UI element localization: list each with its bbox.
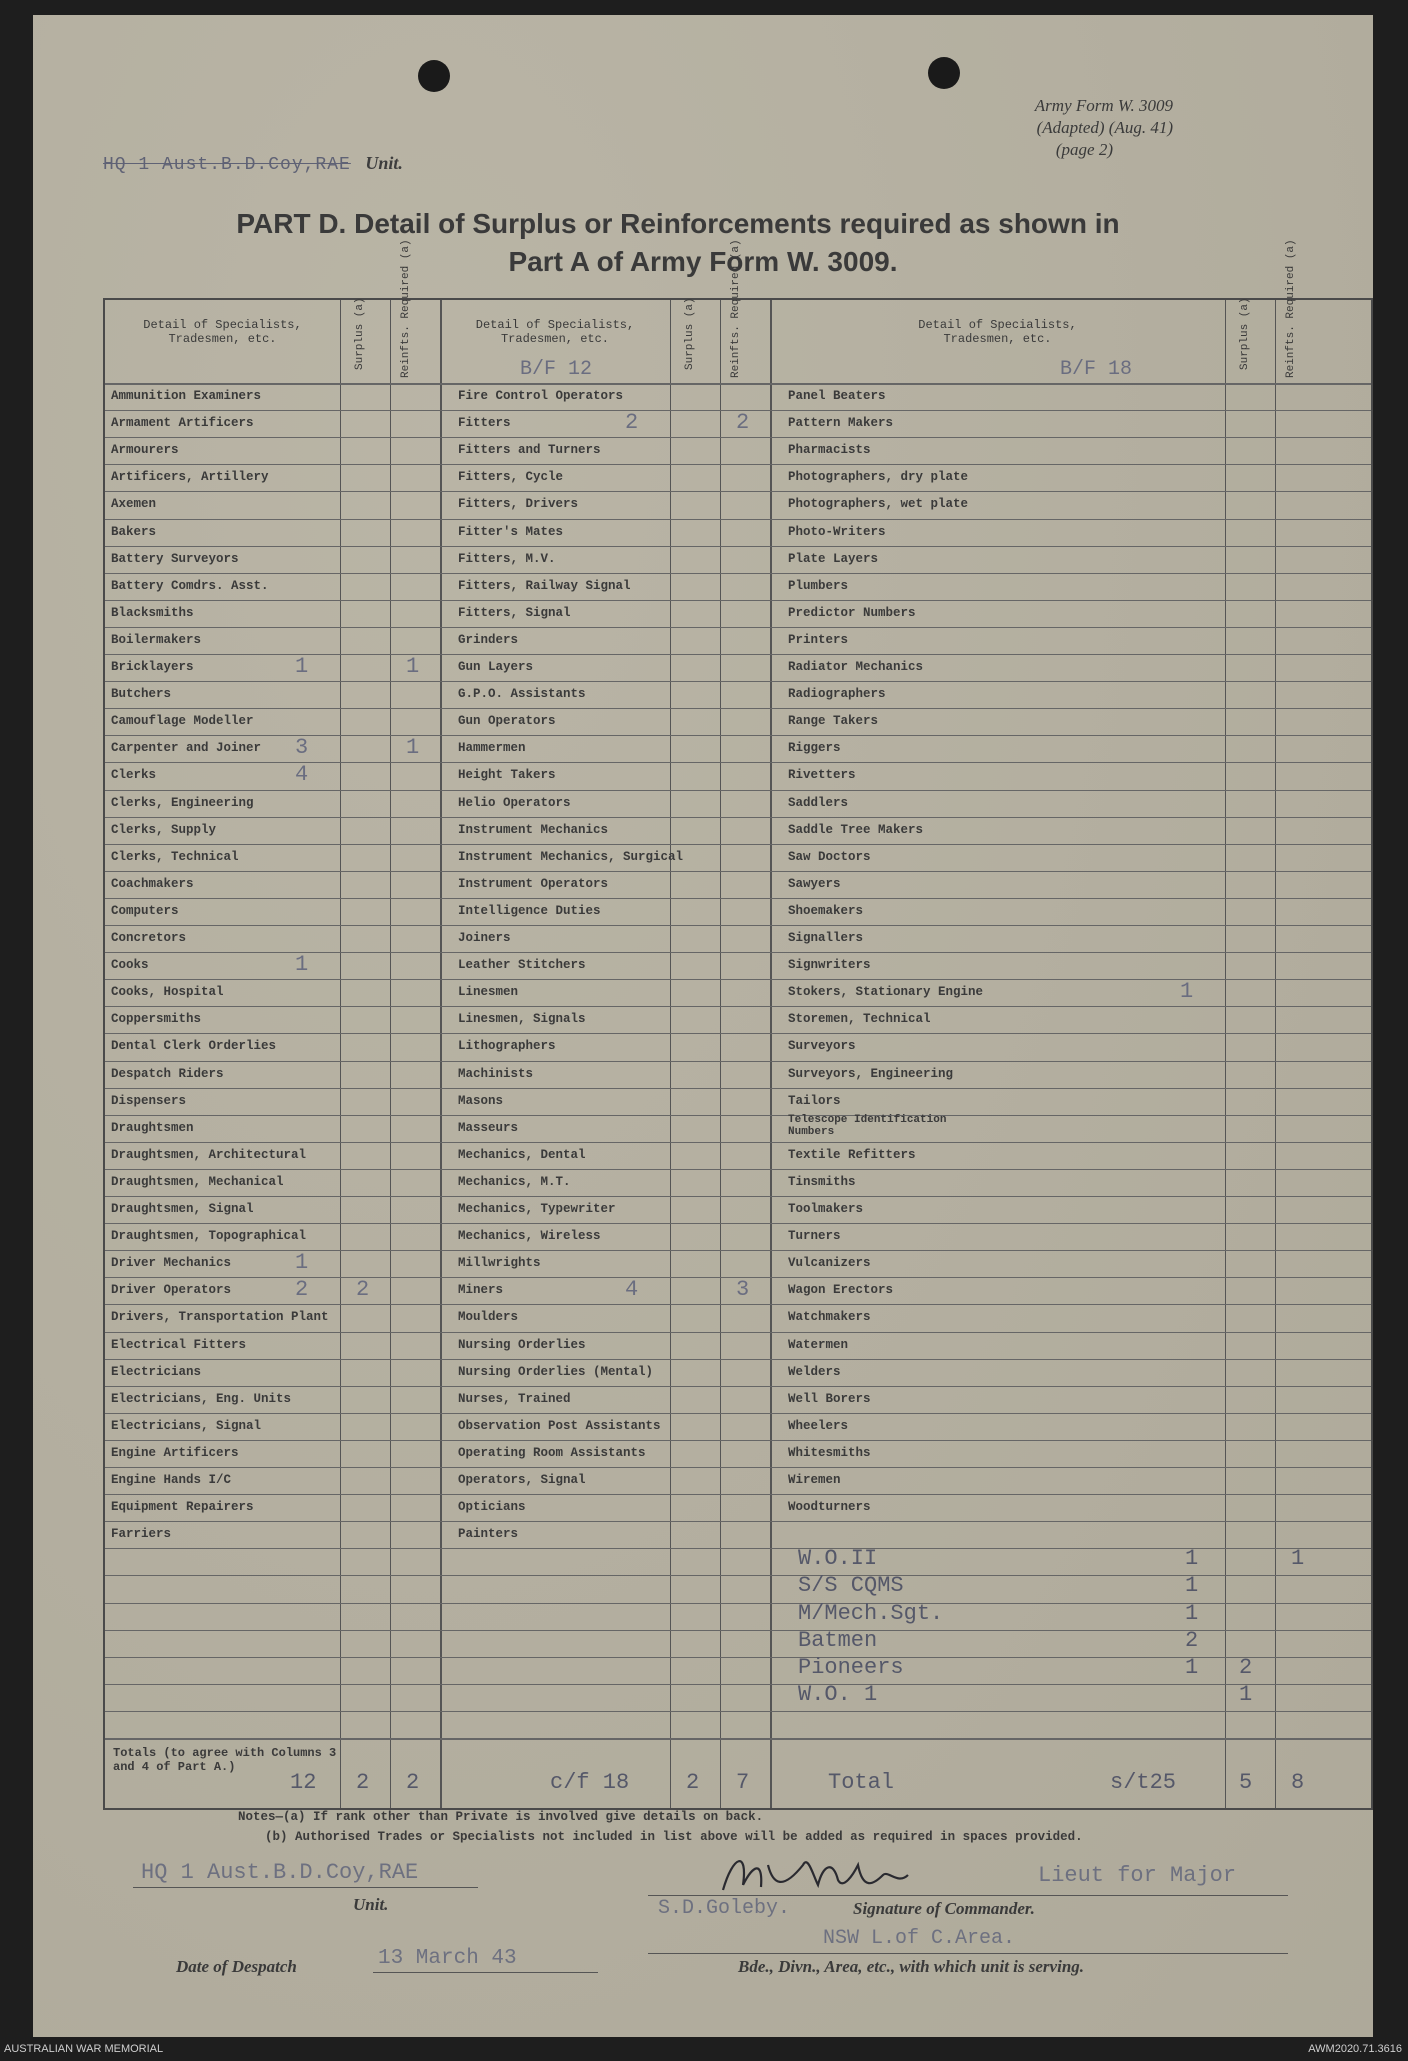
row-label: Engine Artificers <box>111 1445 239 1460</box>
row-label: Coppersmiths <box>111 1012 202 1027</box>
row-rule <box>105 1575 1371 1576</box>
row-label: Turners <box>788 1229 841 1244</box>
reinfts-column-header: Reinfts. Required (a) <box>400 239 412 378</box>
row-label: Plumbers <box>788 578 849 593</box>
surplus-column-header: Surplus (a) <box>1239 297 1251 370</box>
row-label: Observation Post Assistants <box>458 1418 661 1433</box>
row-label: Draughtsmen <box>111 1120 194 1135</box>
row-rule <box>105 1657 1371 1658</box>
row-label: Surveyors, Engineering <box>788 1066 954 1081</box>
row-label: Driver Mechanics <box>111 1256 232 1271</box>
form-paper <box>33 15 1373 2037</box>
row-label: Moulders <box>458 1310 519 1325</box>
row-rule <box>105 1440 1371 1441</box>
extra-row-label: M/Mech.Sgt. <box>798 1600 944 1626</box>
entry-value: 2 <box>625 410 639 436</box>
row-label: Shoemakers <box>788 903 864 918</box>
entry-value: 2 <box>356 1277 370 1303</box>
row-label: Joiners <box>458 931 511 945</box>
commander-name-typed: S.D.Goleby. <box>658 1897 791 1920</box>
surplus-column-header: Surplus (a) <box>354 297 366 370</box>
row-label: Fitter's Mates <box>458 524 564 539</box>
row-label: Watermen <box>788 1337 849 1352</box>
totals-rule <box>105 1738 1371 1740</box>
row-label: Ammunition Examiners <box>111 389 262 403</box>
detail-column-header: Detail of Specialists, Tradesmen, etc. <box>475 318 635 346</box>
row-label: Saw Doctors <box>788 849 871 864</box>
row-label: Radiographers <box>788 687 886 702</box>
entry-value: 1 <box>295 1250 309 1276</box>
row-label: Instrument Operators <box>458 876 609 891</box>
row-label: Wheelers <box>788 1418 849 1433</box>
row-rule <box>105 681 1371 682</box>
row-label: Operators, Signal <box>458 1473 586 1487</box>
row-label: Fitters, Cycle <box>458 470 564 485</box>
row-rule <box>105 573 1371 574</box>
column-group-rule <box>440 300 442 1808</box>
extra-row-qty: 2 <box>1185 1627 1199 1653</box>
row-label: Sawyers <box>788 876 841 891</box>
row-label: Clerks, Technical <box>111 849 239 864</box>
row-label: Height Takers <box>458 768 556 783</box>
row-label: Mechanics, Typewriter <box>458 1202 616 1216</box>
row-label: Grinders <box>458 632 519 647</box>
row-rule <box>105 1413 1371 1414</box>
row-label: Vulcanizers <box>788 1256 871 1271</box>
extra-row-reinf: 1 <box>1291 1546 1305 1572</box>
extra-row-label: W.O.II <box>798 1546 878 1572</box>
row-rule <box>105 898 1371 899</box>
totals-value: c/f 18 <box>550 1770 630 1795</box>
extra-row-label: Batmen <box>798 1627 878 1653</box>
row-label: Dental Clerk Orderlies <box>111 1039 277 1054</box>
unit-underline <box>133 1887 478 1888</box>
row-label: Opticians <box>458 1500 526 1515</box>
row-label: Blacksmiths <box>111 605 194 620</box>
column-rule <box>720 300 721 1808</box>
row-label: Fitters, Signal <box>458 605 571 620</box>
row-rule <box>105 1088 1371 1089</box>
row-rule <box>105 1142 1371 1143</box>
row-label: Rivetters <box>788 768 856 783</box>
footer-unit-label: Unit. <box>353 1895 389 1914</box>
entry-value: 1 <box>406 735 420 761</box>
row-label: Well Borers <box>788 1391 871 1406</box>
row-rule <box>105 519 1371 520</box>
row-label: Plate Layers <box>788 551 879 566</box>
totals-value: Total <box>828 1770 895 1795</box>
row-label: Hammermen <box>458 741 526 756</box>
row-label: Range Takers <box>788 714 879 729</box>
row-label: Electricians, Eng. Units <box>111 1391 292 1406</box>
form-ref-line: Army Form W. 3009 <box>1034 96 1173 115</box>
row-label: Drivers, Transportation Plant <box>111 1310 329 1325</box>
row-rule <box>105 790 1371 791</box>
row-label: Operating Room Assistants <box>458 1445 646 1460</box>
entry-value: 2 <box>736 410 750 436</box>
row-rule <box>105 1386 1371 1387</box>
punch-hole <box>418 60 450 92</box>
row-rule <box>105 546 1371 547</box>
row-rule <box>105 844 1371 845</box>
row-label: G.P.O. Assistants <box>458 687 586 702</box>
date-underline <box>373 1972 598 1973</box>
row-rule <box>105 1467 1371 1468</box>
extra-row-label: W.O. 1 <box>798 1681 878 1707</box>
row-label: Saddle Tree Makers <box>788 822 924 837</box>
column-rule <box>670 300 671 1808</box>
row-label: Clerks, Engineering <box>111 795 254 810</box>
entry-value: 1 <box>295 952 309 978</box>
row-label: Nursing Orderlies (Mental) <box>458 1364 654 1379</box>
row-rule <box>105 1494 1371 1495</box>
row-label: Surveyors <box>788 1039 856 1054</box>
row-label: Telescope Identification Numbers <box>788 1113 947 1138</box>
row-label: Axemen <box>111 497 157 512</box>
form-ref-line: (page 2) <box>1055 140 1113 159</box>
row-label: Photo-Writers <box>788 524 886 539</box>
extra-row-qty: 1 <box>1185 1573 1199 1599</box>
unit-line-top <box>103 153 403 175</box>
title-line-1: PART D. Detail of Surplus or Reinforcements required as shown in <box>236 208 1120 239</box>
row-label: Clerks, Supply <box>111 822 217 837</box>
row-label: Computers <box>111 903 179 918</box>
row-label: Welders <box>788 1364 841 1379</box>
row-label: Bricklayers <box>111 660 194 674</box>
row-label: Driver Operators <box>111 1283 232 1298</box>
row-label: Pattern Makers <box>788 416 894 431</box>
row-label: Boilermakers <box>111 632 202 647</box>
entry-value: 4 <box>295 762 309 788</box>
extra-row-label: Pioneers <box>798 1654 904 1680</box>
row-label: Textile Refitters <box>788 1147 916 1162</box>
row-rule <box>105 627 1371 628</box>
row-rule <box>105 1603 1371 1604</box>
entry-value: 3 <box>736 1277 750 1303</box>
row-label: Armourers <box>111 443 179 458</box>
extra-row-qty: 1 <box>1185 1546 1199 1572</box>
row-label: Equipment Repairers <box>111 1500 254 1515</box>
entry-value: 1 <box>406 654 420 679</box>
row-rule <box>105 1115 1371 1116</box>
totals-value: 8 <box>1291 1770 1305 1795</box>
row-label: Riggers <box>788 741 841 756</box>
row-rule <box>105 1006 1371 1007</box>
extra-row-label: S/S CQMS <box>798 1573 904 1599</box>
totals-value: 5 <box>1239 1770 1253 1795</box>
row-rule <box>105 1332 1371 1333</box>
reinfts-column-header: Reinfts. Required (a) <box>1285 239 1297 378</box>
unit-typed: HQ 1 Aust.B.D.Coy,RAE <box>103 155 351 175</box>
row-label: Signwriters <box>788 958 871 973</box>
row-label: Fitters, M.V. <box>458 551 556 566</box>
row-label: Camouflage Modeller <box>111 714 254 729</box>
area-underline <box>648 1953 1288 1954</box>
commander-underline <box>648 1895 1288 1896</box>
row-label: Butchers <box>111 687 172 702</box>
row-label: Cooks, Hospital <box>111 985 224 1000</box>
row-label: Fitters, Railway Signal <box>458 578 631 593</box>
row-label: Fitters <box>458 416 511 431</box>
entry-value: 1 <box>295 654 309 679</box>
row-label: Armament Artificers <box>111 416 254 431</box>
row-label: Saddlers <box>788 795 849 810</box>
row-label: Photographers, wet plate <box>788 497 969 512</box>
row-label: Instrument Mechanics <box>458 822 609 837</box>
row-label: Signallers <box>788 931 864 945</box>
row-label: Machinists <box>458 1066 534 1081</box>
entry-value: 4 <box>625 1277 639 1303</box>
row-rule <box>105 437 1371 438</box>
row-label: Linesmen <box>458 985 519 1000</box>
row-rule <box>105 817 1371 818</box>
row-label: Watchmakers <box>788 1310 871 1325</box>
column-rule <box>340 300 341 1808</box>
row-label: Carpenter and Joiner <box>111 741 262 756</box>
row-label: Mechanics, Wireless <box>458 1229 601 1244</box>
totals-value: 2 <box>686 1770 700 1795</box>
row-label: Instrument Mechanics, Surgical <box>458 849 684 864</box>
row-label: Electricians <box>111 1364 202 1379</box>
row-rule <box>105 491 1371 492</box>
row-label: Battery Comdrs. Asst. <box>111 578 269 593</box>
row-label: Millwrights <box>458 1256 541 1271</box>
brought-forward: B/F 18 <box>1060 358 1133 381</box>
row-label: Concretors <box>111 931 187 945</box>
row-rule <box>105 600 1371 601</box>
commander-rank-typed: Lieut for Major <box>1038 1863 1237 1888</box>
row-rule <box>105 1169 1371 1170</box>
row-label: Draughtsmen, Architectural <box>111 1147 307 1162</box>
page-title <box>183 205 1223 281</box>
column-rule <box>1275 300 1276 1808</box>
note-b: (b) Authorised Trades or Specialists not included in list above will be added as required in spaces provided. <box>265 1830 1083 1844</box>
row-label: Wiremen <box>788 1473 841 1487</box>
row-label: Mechanics, Dental <box>458 1147 586 1162</box>
row-label: Engine Hands I/C <box>111 1473 232 1487</box>
row-rule <box>105 1359 1371 1360</box>
punch-hole <box>928 57 960 89</box>
archive-id: AWM2020.71.3616 <box>1308 2043 1402 2055</box>
row-label: Dispensers <box>111 1093 187 1108</box>
row-rule <box>105 464 1371 465</box>
extra-row-surplus: 2 <box>1239 1654 1253 1680</box>
row-rule <box>105 1061 1371 1062</box>
row-label: Helio Operators <box>458 795 571 810</box>
row-label: Woodturners <box>788 1500 871 1515</box>
row-label: Stokers, Stationary Engine <box>788 985 984 1000</box>
row-rule <box>105 1630 1371 1631</box>
row-label: Gun Layers <box>458 660 534 674</box>
row-label: Leather Stitchers <box>458 958 586 973</box>
row-label: Radiator Mechanics <box>788 660 924 674</box>
brought-forward: B/F 12 <box>520 358 593 381</box>
totals-value: 12 <box>290 1770 317 1795</box>
row-label: Miners <box>458 1283 504 1298</box>
column-group-rule <box>770 300 772 1808</box>
row-label: Printers <box>788 632 849 647</box>
extra-row-qty: 1 <box>1185 1654 1199 1680</box>
row-label: Mechanics, M.T. <box>458 1174 571 1189</box>
row-rule <box>105 1521 1371 1522</box>
row-label: Fire Control Operators <box>458 389 624 403</box>
header-rule <box>105 383 1371 385</box>
row-label: Coachmakers <box>111 876 194 891</box>
row-label: Masons <box>458 1093 504 1108</box>
row-label: Draughtsmen, Topographical <box>111 1229 307 1244</box>
row-rule <box>105 1196 1371 1197</box>
row-label: Electricians, Signal <box>111 1418 262 1433</box>
form-ref-line: (Adapted) (Aug. 41) <box>1036 118 1173 137</box>
totals-value: 7 <box>736 1770 750 1795</box>
totals-value: 2 <box>356 1770 370 1795</box>
row-label: Fitters and Turners <box>458 443 601 458</box>
title-line-2: Part A of Army Form W. 3009. <box>508 246 898 277</box>
row-label: Storemen, Technical <box>788 1012 931 1027</box>
row-label: Despatch Riders <box>111 1066 224 1081</box>
row-label: Farriers <box>111 1527 172 1542</box>
area-label: Bde., Divn., Area, etc., with which unit is serving. <box>738 1957 1085 1976</box>
row-label: Tinsmiths <box>788 1174 856 1189</box>
detail-column-header: Detail of Specialists, Tradesmen, etc. <box>918 318 1077 346</box>
extra-row-qty: 1 <box>1185 1600 1199 1626</box>
surplus-column-header: Surplus (a) <box>684 297 696 370</box>
note-a: Notes—(a) If rank other than Private is involved give details on back. <box>238 1810 764 1824</box>
row-label: Whitesmiths <box>788 1445 871 1460</box>
column-rule <box>1225 300 1226 1808</box>
totals-label: Totals (to agree with Columns 3 and 4 of Part A.) <box>113 1746 337 1774</box>
row-label: Photographers, dry plate <box>788 470 969 485</box>
detail-column-header: Detail of Specialists, Tradesmen, etc. <box>143 318 302 346</box>
row-rule <box>105 1684 1371 1685</box>
row-rule <box>105 925 1371 926</box>
entry-value: 2 <box>295 1277 309 1303</box>
date-typed: 13 March 43 <box>378 1947 517 1970</box>
row-rule <box>105 1711 1371 1712</box>
row-label: Gun Operators <box>458 714 556 729</box>
totals-value: 2 <box>406 1770 420 1795</box>
area-typed: NSW L.of C.Area. <box>823 1927 1016 1950</box>
extra-row-surplus: 1 <box>1239 1681 1253 1707</box>
row-rule <box>105 708 1371 709</box>
entry-value: 1 <box>1180 979 1194 1005</box>
row-label: Painters <box>458 1527 519 1542</box>
entry-value: 3 <box>295 735 309 761</box>
row-label: Electrical Fitters <box>111 1337 247 1352</box>
row-label: Artificers, Artillery <box>111 470 269 485</box>
row-label: Wagon Erectors <box>788 1283 894 1298</box>
row-rule <box>105 1223 1371 1224</box>
row-label: Predictor Numbers <box>788 605 916 620</box>
row-label: Pharmacists <box>788 443 871 458</box>
row-rule <box>105 1033 1371 1034</box>
unit-label: Unit. <box>365 153 403 173</box>
row-label: Draughtsmen, Signal <box>111 1202 254 1216</box>
totals-value: s/t25 <box>1110 1770 1177 1795</box>
row-label: Panel Beaters <box>788 389 886 403</box>
row-rule <box>105 1548 1371 1549</box>
row-label: Draughtsmen, Mechanical <box>111 1174 284 1189</box>
row-label: Intelligence Duties <box>458 903 601 918</box>
row-rule <box>105 1304 1371 1305</box>
row-label: Lithographers <box>458 1039 556 1054</box>
row-label: Clerks <box>111 768 157 783</box>
column-rule <box>390 300 391 1808</box>
archive-credit: AUSTRALIAN WAR MEMORIAL <box>4 2043 164 2055</box>
row-label: Bakers <box>111 524 157 539</box>
reinfts-column-header: Reinfts. Required (a) <box>730 239 742 378</box>
date-label: Date of Despatch <box>176 1957 297 1976</box>
row-rule <box>105 871 1371 872</box>
row-label: Nursing Orderlies <box>458 1337 586 1352</box>
form-reference <box>1035 95 1173 161</box>
row-label: Battery Surveyors <box>111 551 239 566</box>
row-label: Nurses, Trained <box>458 1391 571 1406</box>
commander-label: Signature of Commander. <box>853 1899 1035 1918</box>
row-label: Fitters, Drivers <box>458 497 579 512</box>
footer-unit-typed: HQ 1 Aust.B.D.Coy,RAE <box>141 1860 419 1885</box>
row-label: Cooks <box>111 958 149 973</box>
row-label: Toolmakers <box>788 1202 864 1216</box>
row-label: Linesmen, Signals <box>458 1012 586 1027</box>
row-label: Tailors <box>788 1093 841 1108</box>
row-label: Masseurs <box>458 1120 519 1135</box>
